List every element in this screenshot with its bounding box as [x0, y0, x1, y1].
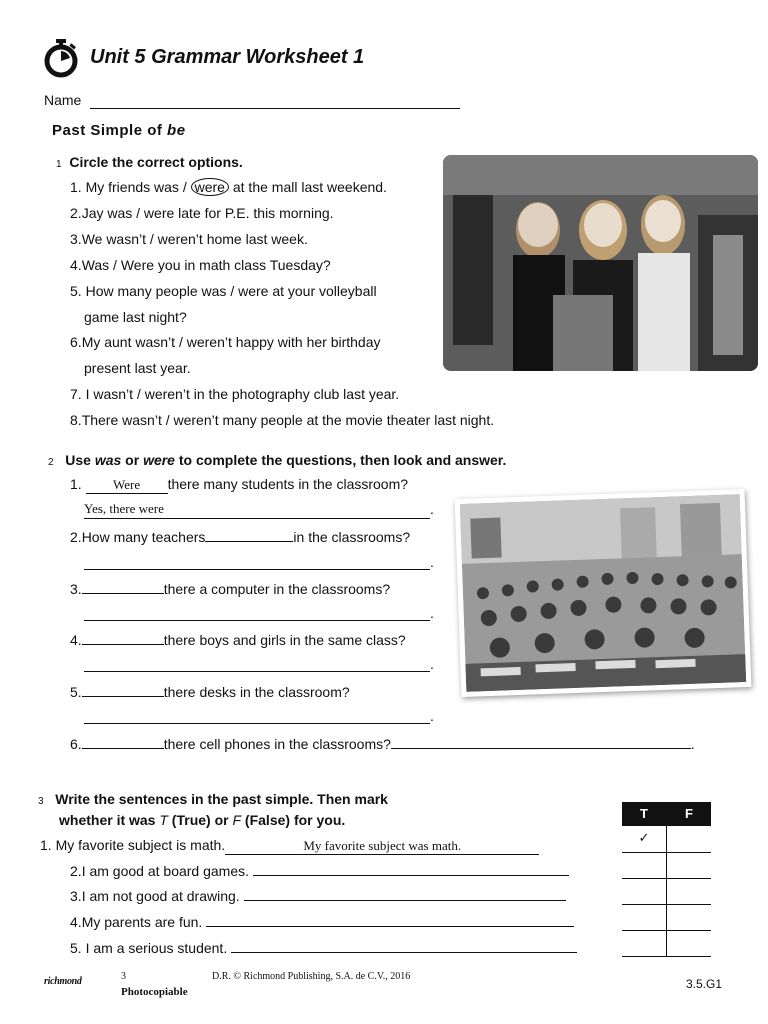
answer-line-4[interactable] — [84, 671, 430, 672]
ex2-question-4: 4. there boys and girls in the same class? — [70, 632, 406, 648]
answer-line-5[interactable] — [84, 723, 430, 724]
section-heading: Past Simple of be — [52, 122, 186, 139]
ex3-item-5: 5. I am a serious student. — [70, 940, 577, 956]
answer-line-2[interactable] — [84, 569, 430, 570]
answer-line-3[interactable] — [84, 620, 430, 621]
answer-line-ex3-3[interactable] — [244, 900, 566, 901]
ex2-question-1: 1. Were there many students in the classroom? — [70, 476, 409, 492]
ex1-item-1[interactable]: 1. My friends was / were at the mall last weekend. — [70, 179, 387, 195]
answer-blank-1[interactable]: Were — [86, 477, 168, 494]
ex2-heading: 2 Use was or were to complete the questions, then look and answer. — [48, 452, 507, 468]
ex3-item-2: 2.I am good at board games. — [70, 863, 569, 879]
tf-header-t: T — [640, 806, 648, 821]
worksheet-code: 3.5.G1 — [686, 977, 723, 991]
richmond-logo: richmond — [44, 976, 82, 987]
answer-blank-5[interactable] — [82, 696, 164, 697]
ex1-item-8[interactable]: 8.There wasn’t / weren’t many people at the movie theater last night. — [70, 412, 495, 428]
ex1-item-5-cont: game last night? — [84, 309, 187, 325]
ex1-item-6-cont: present last year. — [84, 360, 191, 376]
tf-divider — [666, 826, 667, 957]
ex1-item-5[interactable]: 5. How many people was / were at your volleyball — [70, 283, 377, 299]
answer-line-ex3-2[interactable] — [253, 875, 569, 876]
ex3-heading: 3 Write the sentences in the past simple. Then mark — [38, 791, 388, 807]
photocopiable-label: Photocopiable — [121, 986, 188, 998]
name-field[interactable] — [90, 108, 460, 109]
answer-blank-2[interactable] — [205, 541, 293, 542]
ex3-item-1: 1. My favorite subject is math. My favorite subject was math. — [40, 837, 539, 855]
classroom-photo — [455, 489, 752, 697]
ex1-item-2[interactable]: 2.Jay was / were late for P.E. this morning. — [70, 205, 334, 221]
answer-line-6[interactable] — [391, 748, 691, 749]
circled-answer: were — [191, 178, 229, 196]
page-title: Unit 5 Grammar Worksheet 1 — [90, 46, 365, 68]
page-number: 3 — [121, 971, 126, 982]
ex2-question-3: 3. there a computer in the classrooms? — [70, 581, 391, 597]
ex1-item-3[interactable]: 3.We wasn’t / weren’t home last week. — [70, 231, 308, 247]
ex1-heading: 1 Circle the correct options. — [56, 154, 243, 170]
ex1-item-7[interactable]: 7. I wasn’t / weren’t in the photography club last year. — [70, 386, 400, 402]
ex2-question-5: 5. there desks in the classroom? — [70, 684, 350, 700]
ex3-instruction-2: whether it was T (True) or F (False) for you. — [59, 812, 346, 828]
tf-cell-t-2[interactable] — [622, 856, 666, 876]
tf-header-f: F — [685, 806, 693, 821]
ex3-item-3: 3.I am not good at drawing. — [70, 888, 566, 904]
answer-line-1[interactable]: Yes, there were — [84, 500, 430, 519]
answer-blank-6[interactable] — [82, 748, 164, 749]
ex2-question-6: 6. there cell phones in the classrooms? . — [70, 736, 695, 752]
ex3-item-4: 4.My parents are fun. — [70, 914, 574, 930]
copyright: D.R. © Richmond Publishing, S.A. de C.V., 2016 — [212, 971, 411, 982]
tf-cell-f-2[interactable] — [667, 856, 711, 876]
check-mark[interactable]: ✓ — [638, 830, 650, 845]
ex2-question-2: 2.How many teachers in the classrooms? — [70, 529, 411, 545]
answer-blank-3[interactable] — [82, 593, 164, 594]
ex1-item-6[interactable]: 6.My aunt wasn’t / weren’t happy with her birthday — [70, 334, 381, 350]
stopwatch-icon — [44, 38, 78, 78]
answer-line-ex3-4[interactable] — [206, 926, 574, 927]
shopping-girls-photo — [443, 155, 758, 371]
answer-blank-4[interactable] — [82, 644, 164, 645]
answer-line-ex3-1[interactable]: My favorite subject was math. — [225, 838, 539, 855]
name-label: Name — [44, 92, 82, 108]
answer-line-ex3-5[interactable] — [231, 952, 577, 953]
ex1-item-4[interactable]: 4.Was / Were you in math class Tuesday? — [70, 257, 331, 273]
